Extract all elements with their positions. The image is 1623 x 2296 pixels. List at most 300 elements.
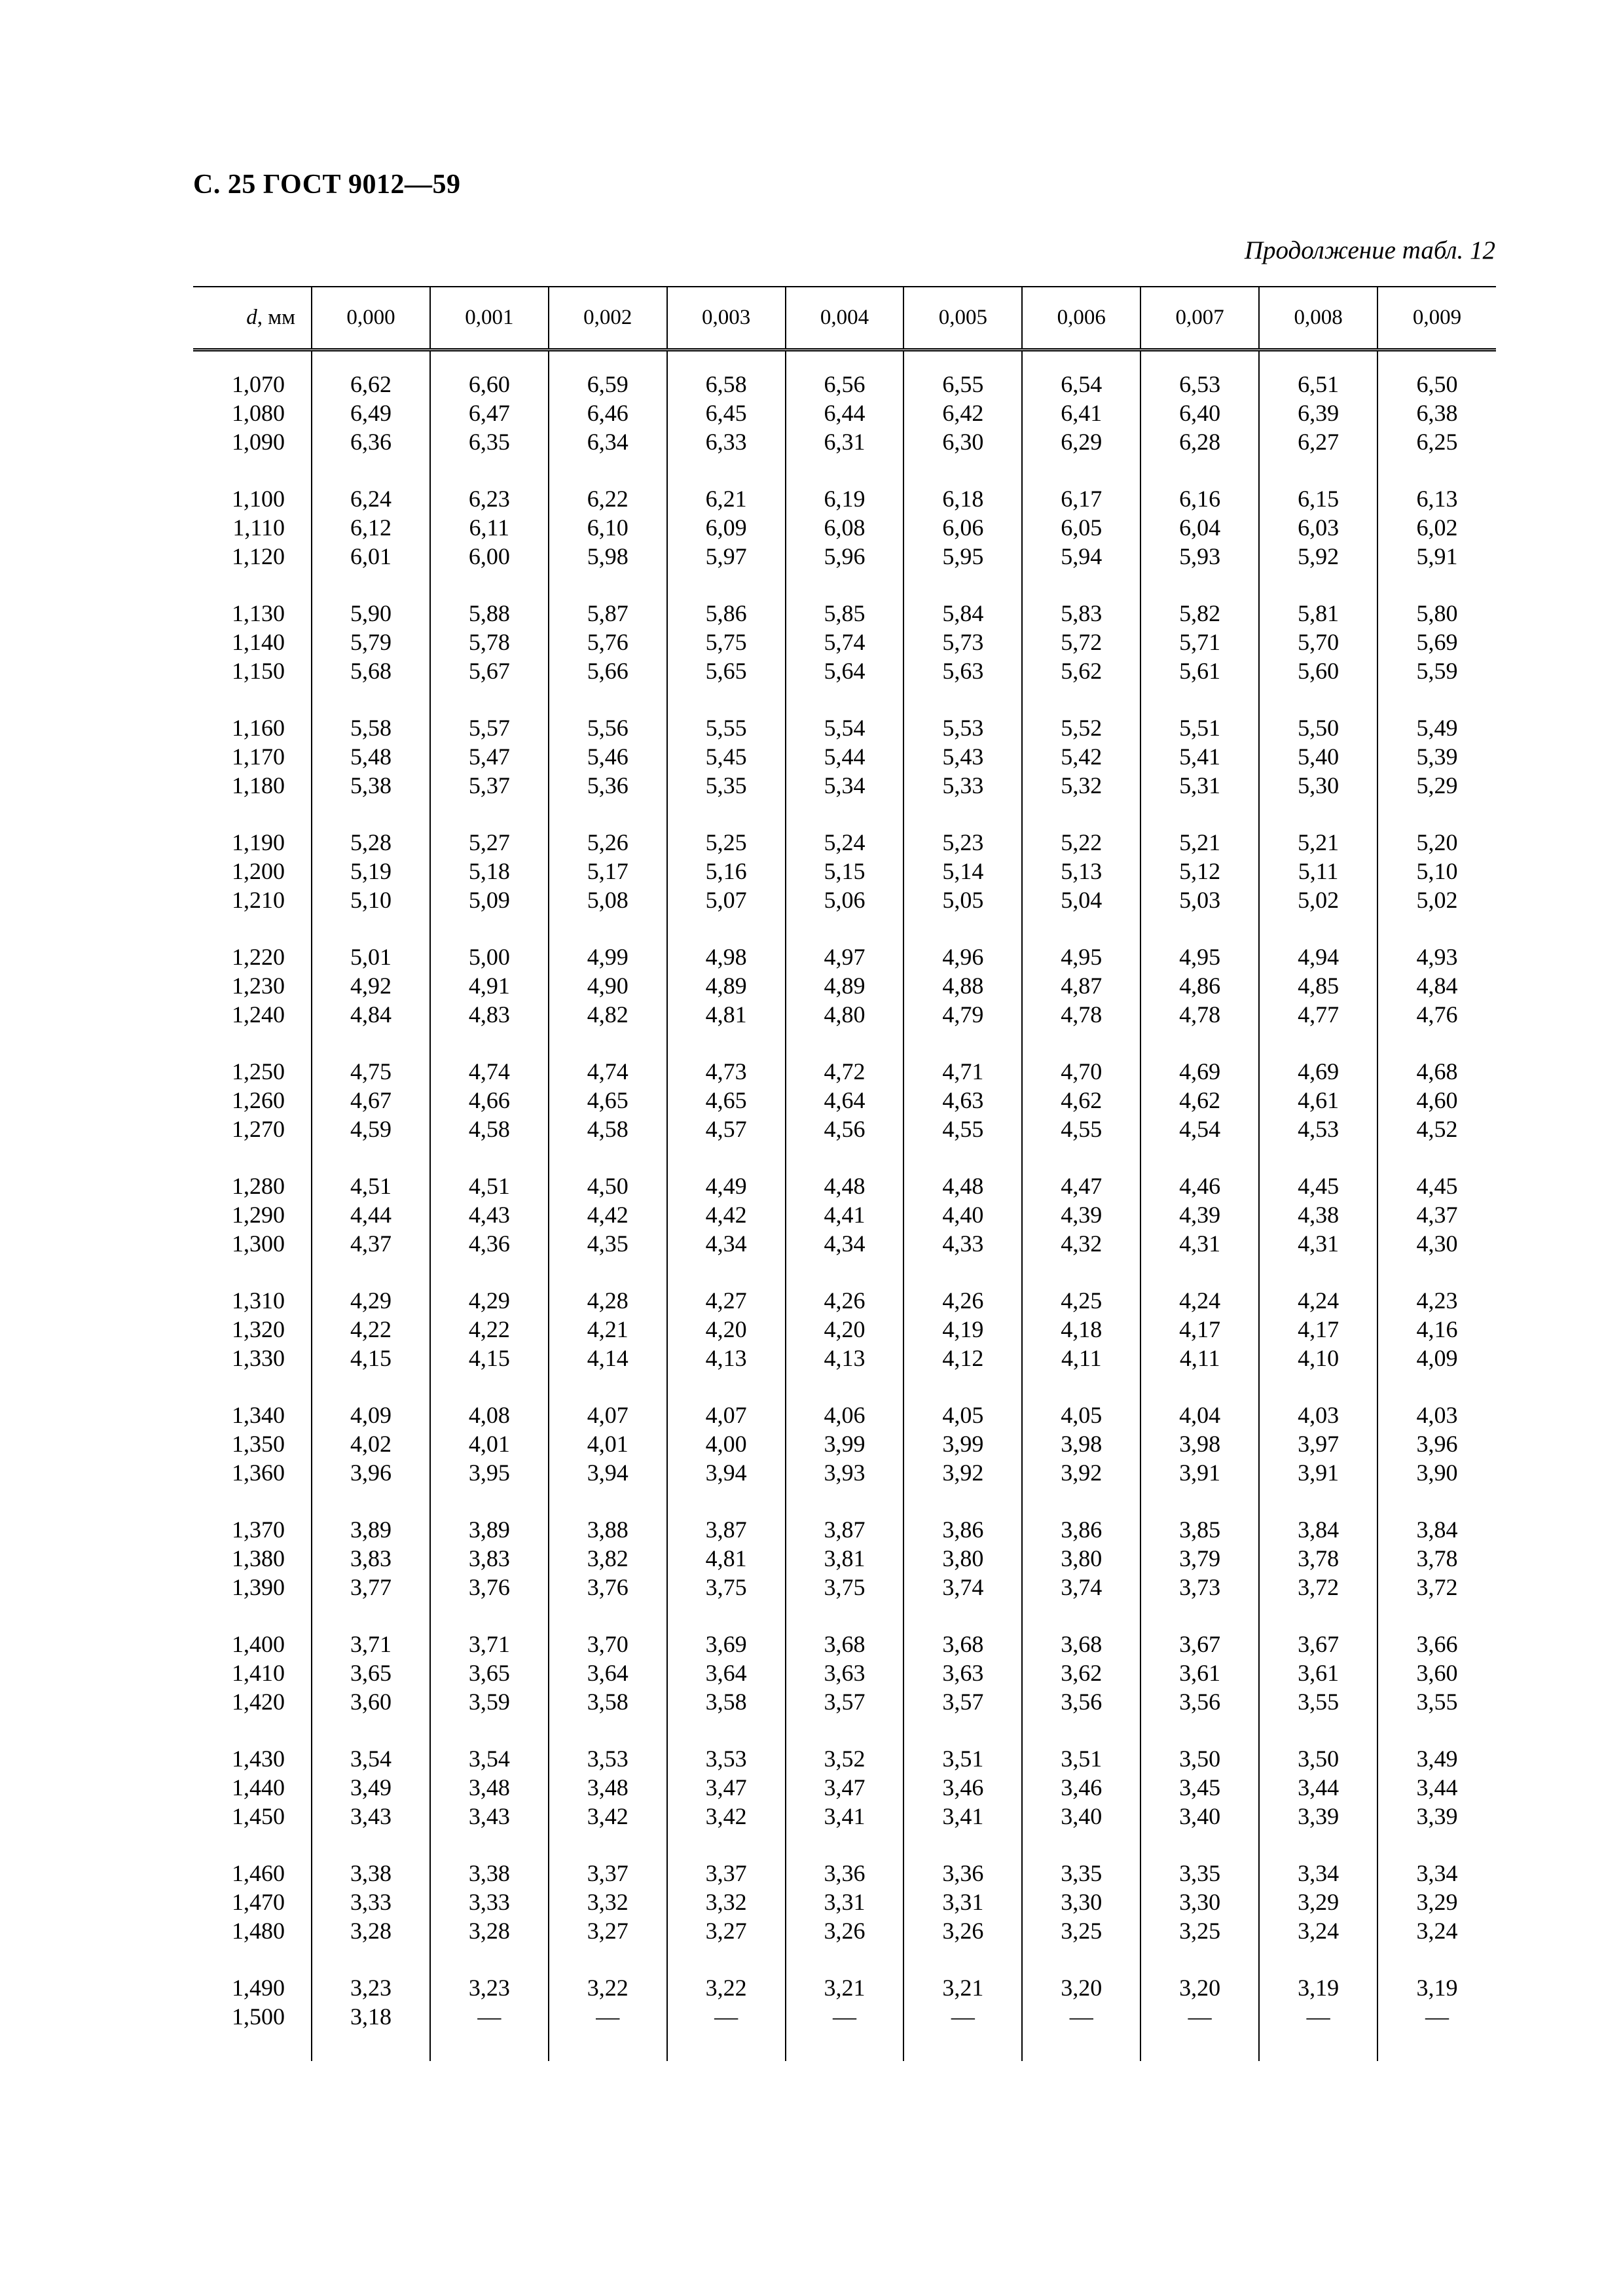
- value-cell: 3,60: [312, 1687, 430, 1716]
- value-cell: 3,87: [667, 1515, 786, 1544]
- value-cell: 5,00: [430, 942, 549, 971]
- diameter-cell: 1,170: [232, 744, 285, 770]
- spacer-cell: [903, 685, 1022, 713]
- value-cell: 4,39: [1022, 1200, 1140, 1229]
- diameter-cell: 1,210: [232, 887, 285, 913]
- spacer-cell: [1377, 456, 1496, 484]
- value-cell: 4,62: [1140, 1086, 1259, 1115]
- value-cell: 3,22: [667, 1973, 786, 2002]
- value-cell: 3,89: [312, 1515, 430, 1544]
- value-cell: 5,05: [903, 886, 1022, 914]
- value-cell: 4,69: [1140, 1057, 1259, 1086]
- value-cell: 3,54: [430, 1744, 549, 1773]
- value-cell: 4,05: [903, 1401, 1022, 1429]
- diameter-cell: 1,430: [232, 1746, 285, 1772]
- value-cell: 4,29: [430, 1286, 549, 1315]
- value-cell: 6,28: [1140, 427, 1259, 456]
- value-cell: 5,10: [1377, 857, 1496, 886]
- table-header-row: [193, 287, 1496, 350]
- spacer-cell: [430, 1258, 549, 1286]
- diameter-cell: 1,120: [232, 543, 285, 569]
- value-cell: 6,45: [667, 399, 786, 427]
- value-cell: 5,90: [312, 599, 430, 628]
- spacer-cell: [667, 571, 786, 599]
- spacer-cell: [193, 1945, 312, 1973]
- spacer-cell: [903, 2031, 1022, 2061]
- value-cell: 3,38: [312, 1859, 430, 1888]
- value-cell: 3,97: [1259, 1429, 1377, 1458]
- value-cell: 5,97: [667, 542, 786, 571]
- spacer-cell: [1022, 2031, 1140, 2061]
- value-cell: 3,30: [1022, 1888, 1140, 1916]
- spacer-cell: [1377, 1831, 1496, 1859]
- value-cell: 4,08: [430, 1401, 549, 1429]
- value-cell: 5,58: [312, 713, 430, 742]
- value-cell: 6,04: [1140, 513, 1259, 542]
- value-cell: 4,32: [1022, 1229, 1140, 1258]
- value-cell: 4,30: [1377, 1229, 1496, 1258]
- value-cell: 3,58: [549, 1687, 667, 1716]
- value-cell: 3,71: [312, 1630, 430, 1659]
- spacer-cell: [1377, 1487, 1496, 1515]
- diameter-cell: 1,070: [232, 371, 285, 397]
- value-cell: 4,41: [786, 1200, 904, 1229]
- value-cell: 6,27: [1259, 427, 1377, 456]
- value-cell: 3,83: [430, 1544, 549, 1573]
- value-cell: 6,60: [430, 370, 549, 399]
- value-cell: 4,98: [667, 942, 786, 971]
- spacer-cell: [1140, 1831, 1259, 1859]
- spacer-cell: [312, 800, 430, 828]
- value-cell: 4,09: [1377, 1344, 1496, 1372]
- value-cell: 4,78: [1022, 1000, 1140, 1029]
- value-cell: 6,05: [1022, 513, 1140, 542]
- value-cell: 3,53: [549, 1744, 667, 1773]
- value-cell: 4,24: [1140, 1286, 1259, 1315]
- value-cell: 6,23: [430, 484, 549, 513]
- value-cell: 4,61: [1259, 1086, 1377, 1115]
- value-cell: 4,20: [667, 1315, 786, 1344]
- spacer-cell: [1377, 571, 1496, 599]
- value-cell: 3,94: [549, 1458, 667, 1487]
- spacer-cell: [193, 1143, 312, 1172]
- value-cell: 5,12: [1140, 857, 1259, 886]
- value-cell: 3,57: [903, 1687, 1022, 1716]
- value-cell: 5,78: [430, 628, 549, 656]
- value-cell: 5,79: [312, 628, 430, 656]
- spacer-cell: [1140, 1372, 1259, 1401]
- value-cell: 5,53: [903, 713, 1022, 742]
- value-cell: 3,37: [667, 1859, 786, 1888]
- spacer-cell: [903, 1372, 1022, 1401]
- value-cell: 3,42: [549, 1802, 667, 1831]
- value-cell: 4,48: [786, 1172, 904, 1200]
- value-cell: 3,89: [430, 1515, 549, 1544]
- spacer-cell: [430, 2031, 549, 2061]
- spacer-cell: [193, 1372, 312, 1401]
- value-cell: 5,14: [903, 857, 1022, 886]
- spacer-cell: [549, 914, 667, 942]
- value-cell: 4,58: [549, 1115, 667, 1143]
- value-cell: 4,03: [1377, 1401, 1496, 1429]
- spacer-cell: [549, 800, 667, 828]
- spacer-cell: [786, 1831, 904, 1859]
- value-cell: 6,01: [312, 542, 430, 571]
- diameter-cell: 1,400: [232, 1631, 285, 1657]
- value-cell: 3,99: [786, 1429, 904, 1458]
- value-cell: 5,13: [1022, 857, 1140, 886]
- value-cell: 4,07: [667, 1401, 786, 1429]
- value-cell: 3,84: [1259, 1515, 1377, 1544]
- value-cell: 5,36: [549, 771, 667, 800]
- value-cell: 5,56: [549, 713, 667, 742]
- value-cell: 4,91: [430, 971, 549, 1000]
- value-cell: 4,11: [1140, 1344, 1259, 1372]
- value-cell: 4,00: [667, 1429, 786, 1458]
- value-cell: 4,89: [667, 971, 786, 1000]
- spacer-cell: [193, 571, 312, 599]
- group-spacer: [193, 1372, 1496, 1401]
- spacer-cell: [786, 1602, 904, 1630]
- spacer-cell: [549, 456, 667, 484]
- value-cell: 6,24: [312, 484, 430, 513]
- table-row: [193, 1973, 1496, 2002]
- diameter-cell: 1,270: [232, 1116, 285, 1142]
- value-cell: 5,76: [549, 628, 667, 656]
- table-row: [193, 857, 1496, 886]
- value-cell: 3,68: [786, 1630, 904, 1659]
- value-cell: 3,64: [667, 1659, 786, 1687]
- value-cell: 4,35: [549, 1229, 667, 1258]
- value-cell: 3,90: [1377, 1458, 1496, 1487]
- value-cell: 4,96: [903, 942, 1022, 971]
- value-cell: 3,44: [1377, 1773, 1496, 1802]
- diameter-cell: 1,500: [232, 2003, 285, 2030]
- table-row: [193, 1000, 1496, 1029]
- value-cell: 5,29: [1377, 771, 1496, 800]
- value-cell: 3,72: [1377, 1573, 1496, 1602]
- value-cell: 4,34: [667, 1229, 786, 1258]
- spacer-cell: [903, 1831, 1022, 1859]
- value-cell: 4,80: [786, 1000, 904, 1029]
- value-cell: 5,48: [312, 742, 430, 771]
- table-body: [193, 350, 1496, 2062]
- value-cell: 4,03: [1259, 1401, 1377, 1429]
- value-cell: 3,71: [430, 1630, 549, 1659]
- table-row: [193, 1401, 1496, 1429]
- group-spacer: [193, 1602, 1496, 1630]
- value-cell: 5,38: [312, 771, 430, 800]
- spacer-cell: [549, 1602, 667, 1630]
- value-cell: 5,63: [903, 656, 1022, 685]
- value-cell: 3,55: [1377, 1687, 1496, 1716]
- value-cell: 3,54: [312, 1744, 430, 1773]
- value-cell: 5,59: [1377, 656, 1496, 685]
- value-cell: 3,57: [786, 1687, 904, 1716]
- value-cell: 3,35: [1140, 1859, 1259, 1888]
- value-cell: 4,97: [786, 942, 904, 971]
- value-cell: 4,11: [1022, 1344, 1140, 1372]
- spacer-cell: [193, 1716, 312, 1744]
- value-cell: 5,08: [549, 886, 667, 914]
- value-cell: 5,15: [786, 857, 904, 886]
- value-cell: 3,27: [549, 1916, 667, 1945]
- spacer-cell: [786, 800, 904, 828]
- spacer-cell: [903, 1716, 1022, 1744]
- value-cell: 6,00: [430, 542, 549, 571]
- value-cell: 6,62: [312, 370, 430, 399]
- value-cell: 4,95: [1140, 942, 1259, 971]
- value-cell: 3,48: [430, 1773, 549, 1802]
- table-row: [193, 1573, 1496, 1602]
- spacer-cell: [1022, 1143, 1140, 1172]
- value-cell: —: [1022, 2002, 1140, 2031]
- table-row: [193, 2002, 1496, 2031]
- value-cell: 4,21: [549, 1315, 667, 1344]
- value-cell: 5,25: [667, 828, 786, 857]
- diameter-cell: 1,110: [232, 514, 285, 541]
- spacer-cell: [1259, 1029, 1377, 1057]
- spacer-cell: [430, 571, 549, 599]
- spacer-cell: [1377, 1372, 1496, 1401]
- value-cell: 3,43: [430, 1802, 549, 1831]
- spacer-cell: [903, 456, 1022, 484]
- value-cell: 3,80: [1022, 1544, 1140, 1573]
- spacer-cell: [312, 1372, 430, 1401]
- value-cell: 3,24: [1377, 1916, 1496, 1945]
- spacer-cell: [1377, 1602, 1496, 1630]
- value-cell: 3,51: [1022, 1744, 1140, 1773]
- column-header: 0,003: [667, 287, 786, 350]
- value-cell: 3,56: [1140, 1687, 1259, 1716]
- group-spacer: [193, 2031, 1496, 2061]
- spacer-cell: [312, 685, 430, 713]
- value-cell: 3,81: [786, 1544, 904, 1573]
- value-cell: 6,11: [430, 513, 549, 542]
- page-header: С. 25 ГОСТ 9012—59: [193, 170, 461, 200]
- spacer-cell: [549, 2031, 667, 2061]
- value-cell: 3,49: [1377, 1744, 1496, 1773]
- value-cell: 5,91: [1377, 542, 1496, 571]
- spacer-cell: [667, 1831, 786, 1859]
- group-spacer: [193, 800, 1496, 828]
- value-cell: 5,18: [430, 857, 549, 886]
- value-cell: 4,68: [1377, 1057, 1496, 1086]
- diameter-cell: 1,230: [232, 973, 285, 999]
- diameter-cell: 1,470: [232, 1889, 285, 1915]
- value-cell: 4,07: [549, 1401, 667, 1429]
- value-cell: 6,44: [786, 399, 904, 427]
- value-cell: 3,78: [1377, 1544, 1496, 1573]
- value-cell: 4,89: [786, 971, 904, 1000]
- value-cell: 4,31: [1259, 1229, 1377, 1258]
- value-cell: 5,40: [1259, 742, 1377, 771]
- spacer-cell: [1259, 1372, 1377, 1401]
- spacer-cell: [1259, 914, 1377, 942]
- value-cell: 3,59: [430, 1687, 549, 1716]
- value-cell: 4,84: [1377, 971, 1496, 1000]
- value-cell: 5,73: [903, 628, 1022, 656]
- value-cell: 6,39: [1259, 399, 1377, 427]
- spacer-cell: [1259, 1602, 1377, 1630]
- value-cell: 3,34: [1259, 1859, 1377, 1888]
- value-cell: 5,75: [667, 628, 786, 656]
- spacer-cell: [786, 350, 904, 370]
- diameter-cell: 1,080: [232, 400, 285, 426]
- spacer-cell: [667, 1945, 786, 1973]
- value-cell: 4,46: [1140, 1172, 1259, 1200]
- spacer-cell: [667, 1258, 786, 1286]
- value-cell: 3,93: [786, 1458, 904, 1487]
- value-cell: 3,91: [1140, 1458, 1259, 1487]
- spacer-cell: [1140, 800, 1259, 828]
- value-cell: 3,20: [1022, 1973, 1140, 2002]
- value-cell: 4,84: [312, 1000, 430, 1029]
- spacer-cell: [667, 1143, 786, 1172]
- value-cell: 3,92: [903, 1458, 1022, 1487]
- spacer-cell: [193, 2031, 312, 2061]
- value-cell: —: [430, 2002, 549, 2031]
- value-cell: 4,51: [430, 1172, 549, 1200]
- spacer-cell: [430, 1945, 549, 1973]
- value-cell: 3,52: [786, 1744, 904, 1773]
- spacer-cell: [430, 1487, 549, 1515]
- value-cell: 3,69: [667, 1630, 786, 1659]
- spacer-cell: [193, 1258, 312, 1286]
- spacer-cell: [1377, 685, 1496, 713]
- value-cell: 3,87: [786, 1515, 904, 1544]
- spacer-cell: [430, 456, 549, 484]
- value-cell: 5,65: [667, 656, 786, 685]
- value-cell: 3,40: [1022, 1802, 1140, 1831]
- spacer-cell: [1140, 1029, 1259, 1057]
- spacer-cell: [1140, 1716, 1259, 1744]
- value-cell: 5,47: [430, 742, 549, 771]
- value-cell: 5,21: [1140, 828, 1259, 857]
- value-cell: 4,05: [1022, 1401, 1140, 1429]
- value-cell: 3,67: [1259, 1630, 1377, 1659]
- value-cell: 4,42: [667, 1200, 786, 1229]
- spacer-cell: [903, 1029, 1022, 1057]
- spacer-cell: [667, 914, 786, 942]
- value-cell: 5,07: [667, 886, 786, 914]
- table-row: [193, 971, 1496, 1000]
- spacer-cell: [1140, 914, 1259, 942]
- value-cell: 3,76: [430, 1573, 549, 1602]
- value-cell: 3,31: [903, 1888, 1022, 1916]
- value-cell: 3,37: [549, 1859, 667, 1888]
- value-cell: 3,26: [903, 1916, 1022, 1945]
- table-row: [193, 628, 1496, 656]
- table-row: [193, 599, 1496, 628]
- value-cell: 5,88: [430, 599, 549, 628]
- table-row: [193, 1744, 1496, 1773]
- value-cell: —: [549, 2002, 667, 2031]
- value-cell: 4,65: [667, 1086, 786, 1115]
- value-cell: 4,86: [1140, 971, 1259, 1000]
- value-cell: 6,15: [1259, 484, 1377, 513]
- table-row: [193, 656, 1496, 685]
- table-row: [193, 1115, 1496, 1143]
- value-cell: 3,63: [903, 1659, 1022, 1687]
- spacer-cell: [1140, 571, 1259, 599]
- spacer-cell: [312, 350, 430, 370]
- spacer-cell: [1022, 800, 1140, 828]
- spacer-cell: [903, 1258, 1022, 1286]
- value-cell: 3,41: [786, 1802, 904, 1831]
- table-row: [193, 1916, 1496, 1945]
- spacer-cell: [1377, 1258, 1496, 1286]
- value-cell: 5,84: [903, 599, 1022, 628]
- value-cell: 6,06: [903, 513, 1022, 542]
- value-cell: 3,32: [549, 1888, 667, 1916]
- value-cell: 6,02: [1377, 513, 1496, 542]
- diameter-cell: 1,180: [232, 772, 285, 798]
- value-cell: 5,51: [1140, 713, 1259, 742]
- value-cell: 4,01: [430, 1429, 549, 1458]
- table-row: [193, 1286, 1496, 1315]
- value-cell: 3,64: [549, 1659, 667, 1687]
- table-row: [193, 1429, 1496, 1458]
- spacer-cell: [430, 1372, 549, 1401]
- value-cell: 4,20: [786, 1315, 904, 1344]
- spacer-cell: [1022, 1945, 1140, 1973]
- spacer-cell: [312, 1143, 430, 1172]
- value-cell: 3,86: [903, 1515, 1022, 1544]
- spacer-cell: [786, 1258, 904, 1286]
- value-cell: 4,16: [1377, 1315, 1496, 1344]
- value-cell: 3,50: [1140, 1744, 1259, 1773]
- spacer-cell: [193, 350, 312, 370]
- diameter-cell: 1,490: [232, 1975, 285, 2001]
- value-cell: 6,12: [312, 513, 430, 542]
- diameter-cell: 1,220: [232, 944, 285, 970]
- value-cell: 4,02: [312, 1429, 430, 1458]
- spacer-cell: [549, 1487, 667, 1515]
- spacer-cell: [312, 1716, 430, 1744]
- table-row: [193, 1773, 1496, 1802]
- value-cell: 4,06: [786, 1401, 904, 1429]
- value-cell: 6,35: [430, 427, 549, 456]
- value-cell: 3,60: [1377, 1659, 1496, 1687]
- spacer-cell: [193, 1029, 312, 1057]
- value-cell: 3,82: [549, 1544, 667, 1573]
- value-cell: 5,85: [786, 599, 904, 628]
- value-cell: 3,58: [667, 1687, 786, 1716]
- value-cell: 3,98: [1140, 1429, 1259, 1458]
- spacer-cell: [312, 1487, 430, 1515]
- value-cell: 4,19: [903, 1315, 1022, 1344]
- spacer-cell: [667, 1716, 786, 1744]
- table-row: [193, 399, 1496, 427]
- value-cell: 4,22: [430, 1315, 549, 1344]
- table-row: [193, 1200, 1496, 1229]
- value-cell: 4,71: [903, 1057, 1022, 1086]
- value-cell: 4,43: [430, 1200, 549, 1229]
- value-cell: 4,25: [1022, 1286, 1140, 1315]
- spacer-cell: [1377, 914, 1496, 942]
- spacer-cell: [786, 914, 904, 942]
- value-cell: 3,83: [312, 1544, 430, 1573]
- value-cell: 5,52: [1022, 713, 1140, 742]
- value-cell: 5,23: [903, 828, 1022, 857]
- value-cell: 3,25: [1140, 1916, 1259, 1945]
- value-cell: 3,41: [903, 1802, 1022, 1831]
- value-cell: 4,90: [549, 971, 667, 1000]
- value-cell: 6,33: [667, 427, 786, 456]
- spacer-cell: [1377, 1945, 1496, 1973]
- value-cell: 4,47: [1022, 1172, 1140, 1200]
